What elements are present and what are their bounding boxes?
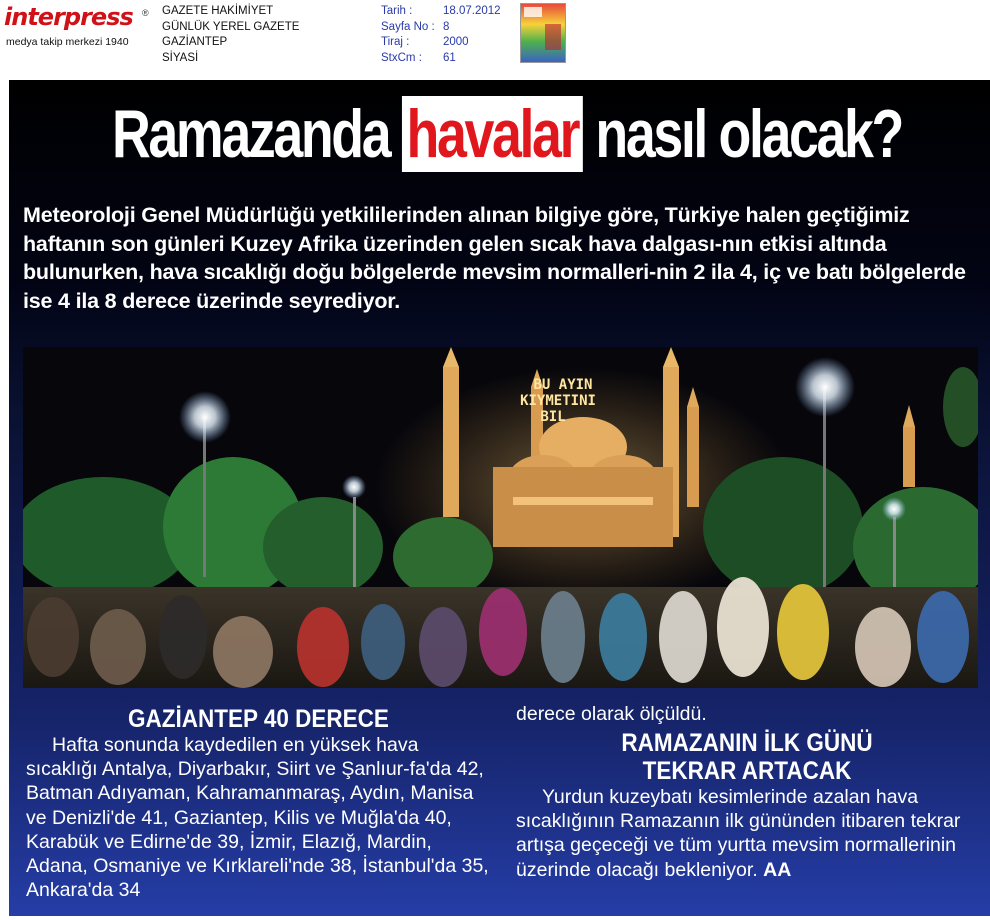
newspaper-thumbnail[interactable] [520,3,566,63]
meta-category: SİYASİ [162,51,199,64]
right-body-text: Yurdun kuzeybatı kesimlerinde azalan hava sıcaklığının Ramazanın ilk gününden itibaren tekrar artışa geçeceği ve tüm yurtta mevsim normallerinin üzerinde olacağı bekleniyor. [516,786,961,881]
clipping-header [0,0,990,80]
left-body [26,733,491,902]
lede-paragraph: Meteoroloji Genel Müdürlüğü yetkililerinden alınan bilgiye göre, Türkiye halen geçtiğimiz haftanın son günleri Kuzey Afrika üzerinden gelen sıcak hava dalgası-nın etkisi altında bulunurken, hava sıcaklığı doğu bölgelerde mevsim normalleri-nin 2 ila 4, iç ve batı bölgelerde ise 4 ila 8 derece üzerinde seyrediyor. [23,203,966,313]
subhead-ramazan-line-2: TEKRAR ARTACAK [642,757,852,785]
headline-part-1: Ramazanda [112,96,390,172]
interpress-logo [4,4,154,50]
stat-page: Sayfa No : 8 [381,20,450,33]
publication-meta [162,4,299,66]
publication-stats [381,4,501,66]
photo-illustration [23,347,978,688]
headline-highlight: havalar [402,96,583,172]
right-body-paragraph [516,785,978,882]
mosque-night-photo [23,347,978,688]
continuation-text: derece olarak ölçüldü. [516,703,707,725]
meta-city: GAZİANTEP [162,36,228,48]
stat-date: Tarih : 18.07.2012 [381,5,501,17]
stat-circulation: Tiraj : 2000 [381,36,469,48]
headline [112,94,903,174]
mahya-line-1: BU AYIN [533,377,593,393]
stat-column-cm: StxCm : 61 [381,51,456,64]
mahya-line-2: KIYMETINI [520,393,596,409]
right-body [516,785,978,882]
meta-newspaper: GAZETE HAKİMİYET [162,5,274,17]
article-panel [9,80,990,916]
registered-mark: ® [142,8,149,18]
mahya-line-3: BIL [540,409,566,425]
logo-tagline: medya takip merkezi 1940 [6,36,129,48]
right-column [516,703,978,882]
subhead-gaziantep: GAZİANTEP 40 DERECE [128,705,389,733]
subhead-ramazan-line-1: RAMAZANIN İLK GÜNÜ [621,729,873,757]
left-body-paragraph: Hafta sonunda kaydedilen en yüksek hava sıcaklığı Antalya, Diyarbakır, Siirt ve Şanlıur-fa'da 42, Batman Adıyaman, Kahramanmaraş, Aydın, Manisa ve Denizli'de 41, Gaziantep, Kilis ve Muğla'da 40, Karabük ve Edirne'de 39, İzmir, Elazığ, Mardin, Adana, Osmaniye ve Kırklareli'nde 38, İstanbul'da 35, Ankara'da 34 [26,734,489,902]
source-signature: AA [763,858,792,881]
meta-frequency: GÜNLÜK YEREL GAZETE [162,20,300,33]
logo-wordmark: interpress [4,3,133,31]
left-column [26,705,491,902]
headline-part-2: nasıl olacak? [595,96,903,172]
